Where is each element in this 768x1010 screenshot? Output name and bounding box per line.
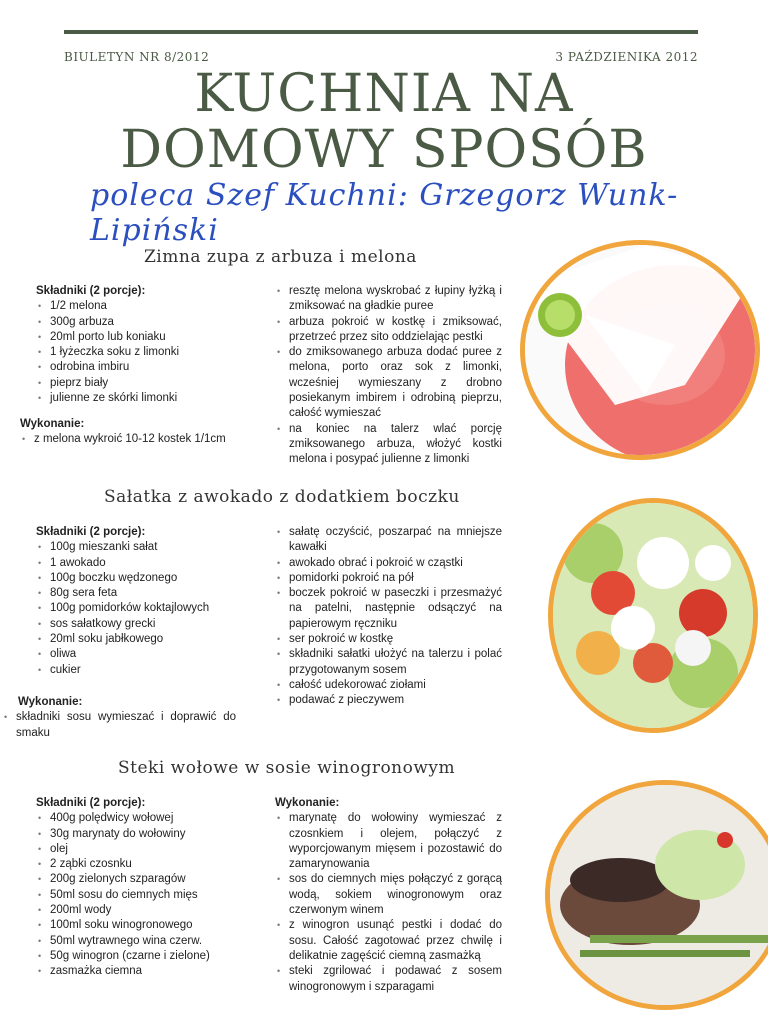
ingredient-item: • 100g pomidorków koktajlowych [36, 601, 260, 616]
method-list [2, 710, 236, 741]
ingredient-item: • 100ml soku winogronowego [36, 918, 260, 933]
ingredient-item: • 50g winogron (czarne i zielone) [36, 949, 260, 964]
recipe2-ingredients [20, 525, 260, 678]
method-step: • z winogron usunąć pestki i dodać do sosu. Całość zagotować przez chwilę i delikatnie zagęścić ciemną zasmażką [275, 918, 502, 964]
ingredient-item: • 20ml soku jabłkowego [36, 632, 260, 647]
ingredient-item: • olej [36, 842, 260, 857]
chef-signature: poleca Szef Kuchni: Grzegorz Wunk-Lipiński [90, 178, 679, 248]
ingredients-list [36, 811, 260, 979]
method-heading: Wykonanie: [20, 418, 85, 430]
bulletin-date: 3 PAŹDZIENIKA 2012 [555, 50, 698, 64]
method-step: • podawać z pieczywem [275, 693, 502, 708]
ingredient-item: • 100g mieszanki sałat [36, 540, 260, 555]
ingredients-list [36, 299, 250, 406]
recipe2-method-right [275, 525, 502, 709]
bulletin-number: BIULETYN NR 8/2012 [64, 50, 210, 64]
method-heading: Wykonanie: [275, 797, 340, 809]
ingredient-item: • 1/2 melona [36, 299, 250, 314]
ingredient-item: • odrobina imbiru [36, 360, 250, 375]
method-step: • arbuza pokroić w kostkę i zmiksować, przetrzeć przez sito oddzielając pestki [275, 315, 502, 346]
steak-photo [545, 780, 768, 1010]
method-heading: Wykonanie: [18, 696, 83, 708]
ingredient-item: • 1 łyżeczka soku z limonki [36, 345, 250, 360]
method-step: • z melona wykroić 10-12 kostek 1/1cm [20, 432, 260, 447]
method-list [275, 284, 502, 468]
recipe3-ingredients [20, 796, 260, 980]
method-step: • sałatę oczyścić, poszarpać na mniejsze kawałki [275, 525, 502, 556]
method-list [275, 811, 502, 995]
ingredient-item: • 1 awokado [36, 556, 260, 571]
method-step: • całość udekorować ziołami [275, 678, 502, 693]
ingredient-item: • 200g zielonych szparagów [36, 872, 260, 887]
ingredient-item: • 80g sera feta [36, 586, 260, 601]
ingredients-heading: Składniki (2 porcje): [36, 797, 146, 809]
method-step: • składniki sałatki ułożyć na talerzu i polać przygotowanym sosem [275, 647, 502, 678]
method-step: • sos do ciemnych mięs połączyć z gorącą wodą, sokiem winogronowym oraz czerwonym winem [275, 872, 502, 918]
method-list [275, 525, 502, 709]
soup-photo-image [525, 245, 755, 455]
ingredient-item: • 20ml porto lub koniaku [36, 330, 250, 345]
recipe1-method-right [275, 284, 502, 468]
page-title [64, 66, 704, 178]
title-line-1: KUCHNIA NA [194, 64, 574, 124]
header-rule [64, 30, 698, 34]
recipe1-ingredients [20, 284, 250, 406]
salad-photo [548, 498, 758, 733]
ingredients-heading: Składniki (2 porcje): [36, 285, 146, 297]
recipe2-method-left [2, 695, 236, 741]
ingredient-item: • cukier [36, 663, 260, 678]
steak-photo-image [550, 785, 768, 1005]
title-line-2: DOMOWY SPOSÓB [120, 120, 648, 180]
salad-photo-image [553, 503, 753, 728]
method-step: • steki zgrilować i podawać z sosem winogronowym i szparagami [275, 964, 502, 995]
ingredient-item: • pieprz biały [36, 376, 250, 391]
ingredient-item: • 200ml wody [36, 903, 260, 918]
method-step: • marynatę do wołowiny wymieszać z czosnkiem i olejem, połączyć z wyporcjowanym mięsem i pozostawić do zamarynowania [275, 811, 502, 872]
ingredient-item: • oliwa [36, 647, 260, 662]
method-step: • awokado obrać i pokroić w cząstki [275, 556, 502, 571]
method-step: • do zmiksowanego arbuza dodać puree z melona, porto oraz sok z limonki, wcześniej wymieszany z drobno posiekanym imbirem i odrobiną pieprzu, całość wymieszać [275, 345, 502, 421]
ingredient-item: • 100g boczku wędzonego [36, 571, 260, 586]
method-step: • pomidorki pokroić na pół [275, 571, 502, 586]
method-step: • składniki sosu wymieszać i doprawić do smaku [2, 710, 236, 741]
recipe3-title: Steki wołowe w sosie winogronowym [118, 758, 456, 778]
ingredients-heading: Składniki (2 porcje): [36, 526, 146, 538]
method-step: • boczek pokroić w paseczki i przesmażyć na patelni, następnie odsączyć na papierowym ręczniku [275, 586, 502, 632]
method-step: • ser pokroić w kostkę [275, 632, 502, 647]
method-list [20, 432, 260, 447]
ingredient-item: • zasmażka ciemna [36, 964, 260, 979]
method-step: • na koniec na talerz wlać porcję zmiksowanego arbuza, włożyć kostki melona i posypać julienne z limonki [275, 422, 502, 468]
recipe1-method-left [20, 417, 260, 448]
recipe2-title: Sałatka z awokado z dodatkiem boczku [104, 487, 460, 507]
method-step: • resztę melona wyskrobać z łupiny łyżką i zmiksować na gładkie puree [275, 284, 502, 315]
ingredient-item: • 50ml sosu do ciemnych mięs [36, 888, 260, 903]
ingredients-list [36, 540, 260, 678]
recipe3-method-right [275, 796, 502, 995]
recipe1-title: Zimna zupa z arbuza i melona [144, 247, 417, 267]
soup-photo [520, 240, 760, 460]
ingredient-item: • julienne ze skórki limonki [36, 391, 250, 406]
ingredient-item: • 300g arbuza [36, 315, 250, 330]
ingredient-item: • 30g marynaty do wołowiny [36, 827, 260, 842]
ingredient-item: • sos sałatkowy grecki [36, 617, 260, 632]
ingredient-item: • 2 ząbki czosnku [36, 857, 260, 872]
ingredient-item: • 400g polędwicy wołowej [36, 811, 260, 826]
ingredient-item: • 50ml wytrawnego wina czerw. [36, 934, 260, 949]
